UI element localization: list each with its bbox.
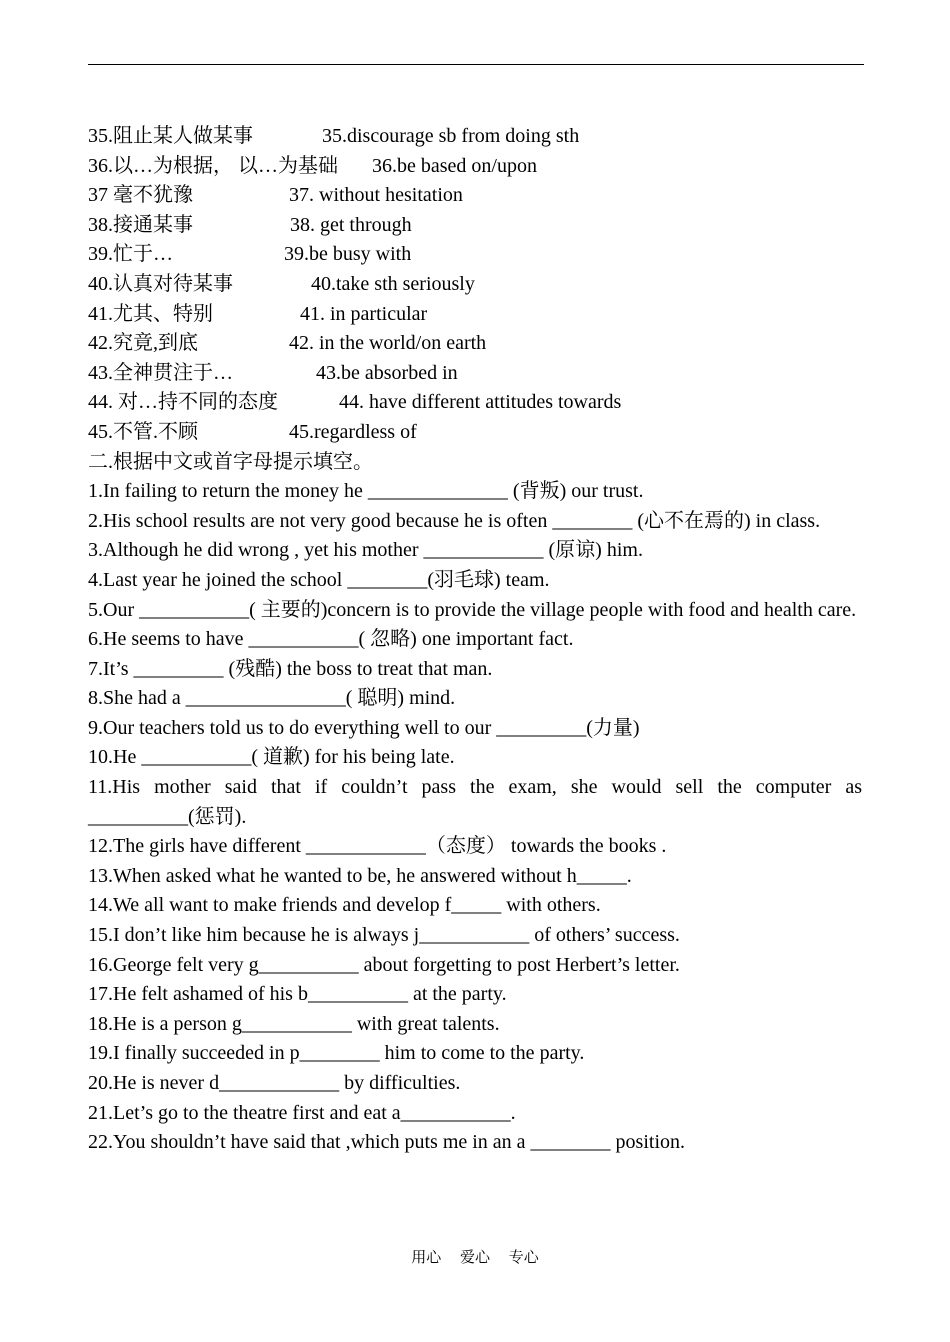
exercise-item: 22.You shouldn’t have said that ,which puts me in an a ________ position. [88, 1131, 686, 1154]
vocab-line [88, 329, 862, 359]
exercise-item: 20.He is never d____________ by difficulties. [88, 1072, 461, 1094]
exercise-item: 11.His mother said that if couldn’t pass the exam, she would sell the computer as __________(惩罚). [88, 776, 862, 828]
vocab-chinese: 42.究竟,到底 [88, 332, 198, 355]
exercise-item: 1.In failing to return the money he ______________ (背叛) our trust. [88, 480, 644, 503]
vocab-chinese: 41.尤其、特别 [88, 302, 213, 325]
page-footer: 用心 爱心 专心 [411, 1248, 539, 1266]
vocab-chinese: 45.不管.不顾 [88, 420, 198, 443]
exercise-item: 18.He is a person g___________ with great talents. [88, 1012, 500, 1035]
vocab-line [88, 122, 862, 152]
exercise-item: 5.Our ___________( 主要的)concern is to provide the village people with food and health care. [88, 598, 857, 621]
vocab-english: 35.discourage sb from doing sth [322, 125, 580, 147]
vocab-english: 40.take sth seriously [311, 272, 475, 295]
vocab-english: 43.be absorbed in [316, 361, 458, 384]
vocab-chinese: 40.认真对待某事 [88, 272, 233, 295]
exercise-item: 12.The girls have different ____________（态度） towards the books . [88, 835, 667, 858]
exercise-item: 2.His school results are not very good because he is often ________ (心不在焉的) in class. [88, 509, 821, 532]
vocab-english: 44. have different attitudes towards [339, 391, 622, 414]
vocab-line [88, 359, 862, 389]
document-body [88, 122, 862, 1158]
vocab-english: 41. in particular [300, 302, 428, 325]
vocab-line [88, 152, 862, 182]
vocab-line [88, 240, 862, 270]
vocab-chinese: 43.全神贯注于… [88, 361, 233, 384]
exercise-item: 17.He felt ashamed of his b__________ at the party. [88, 983, 507, 1006]
header-rule [88, 64, 864, 65]
vocab-line [88, 388, 862, 418]
vocab-chinese: 36.以…为根据， 以…为基础 [88, 154, 338, 177]
vocab-english: 45.regardless of [289, 420, 417, 443]
exercise-item: 6.He seems to have ___________( 忽略) one important fact. [88, 628, 574, 651]
vocab-line [88, 300, 862, 330]
vocab-chinese: 37 毫不犹豫 [88, 184, 193, 207]
vocab-english: 42. in the world/on earth [289, 332, 487, 355]
vocab-english: 37. without hesitation [289, 184, 463, 207]
vocab-line [88, 270, 862, 300]
exercise-item: 9.Our teachers told us to do everything well to our _________(力量) [88, 716, 640, 739]
vocab-line [88, 181, 862, 211]
exercise-item: 14.We all want to make friends and develop f_____ with others. [88, 894, 601, 917]
exercise-item: 13.When asked what he wanted to be, he answered without h_____. [88, 864, 632, 887]
exercise-item: 16.George felt very g__________ about forgetting to post Herbert’s letter. [88, 953, 680, 976]
exercise-item: 15.I don’t like him because he is always j___________ of others’ success. [88, 924, 680, 947]
section-title: 二.根据中文或首字母提示填空。 [88, 450, 373, 473]
vocab-line [88, 211, 862, 241]
vocab-chinese: 39.忙于… [88, 243, 173, 266]
vocab-english: 38. get through [290, 213, 412, 236]
exercise-item: 8.She had a ________________( 聪明) mind. [88, 687, 456, 710]
exercise-item: 21.Let’s go to the theatre first and eat a___________. [88, 1101, 516, 1124]
vocab-english: 39.be busy with [284, 243, 412, 266]
exercise-item: 7.It’s _________ (残酷) the boss to treat that man. [88, 657, 493, 680]
vocab-english: 36.be based on/upon [372, 154, 537, 177]
exercise-item: 19.I finally succeeded in p________ him to come to the party. [88, 1042, 585, 1065]
exercise-item: 10.He ___________( 道歉) for his being late. [88, 746, 455, 769]
exercise-item: 4.Last year he joined the school ________(羽毛球) team. [88, 568, 550, 591]
vocab-chinese: 38.接通某事 [88, 213, 193, 236]
vocab-chinese: 44. 对…持不同的态度 [88, 391, 278, 414]
vocab-line [88, 418, 862, 448]
exercise-item: 3.Although he did wrong , yet his mother ____________ (原谅) him. [88, 539, 643, 562]
vocab-chinese: 35.阻止某人做某事 [88, 125, 253, 147]
